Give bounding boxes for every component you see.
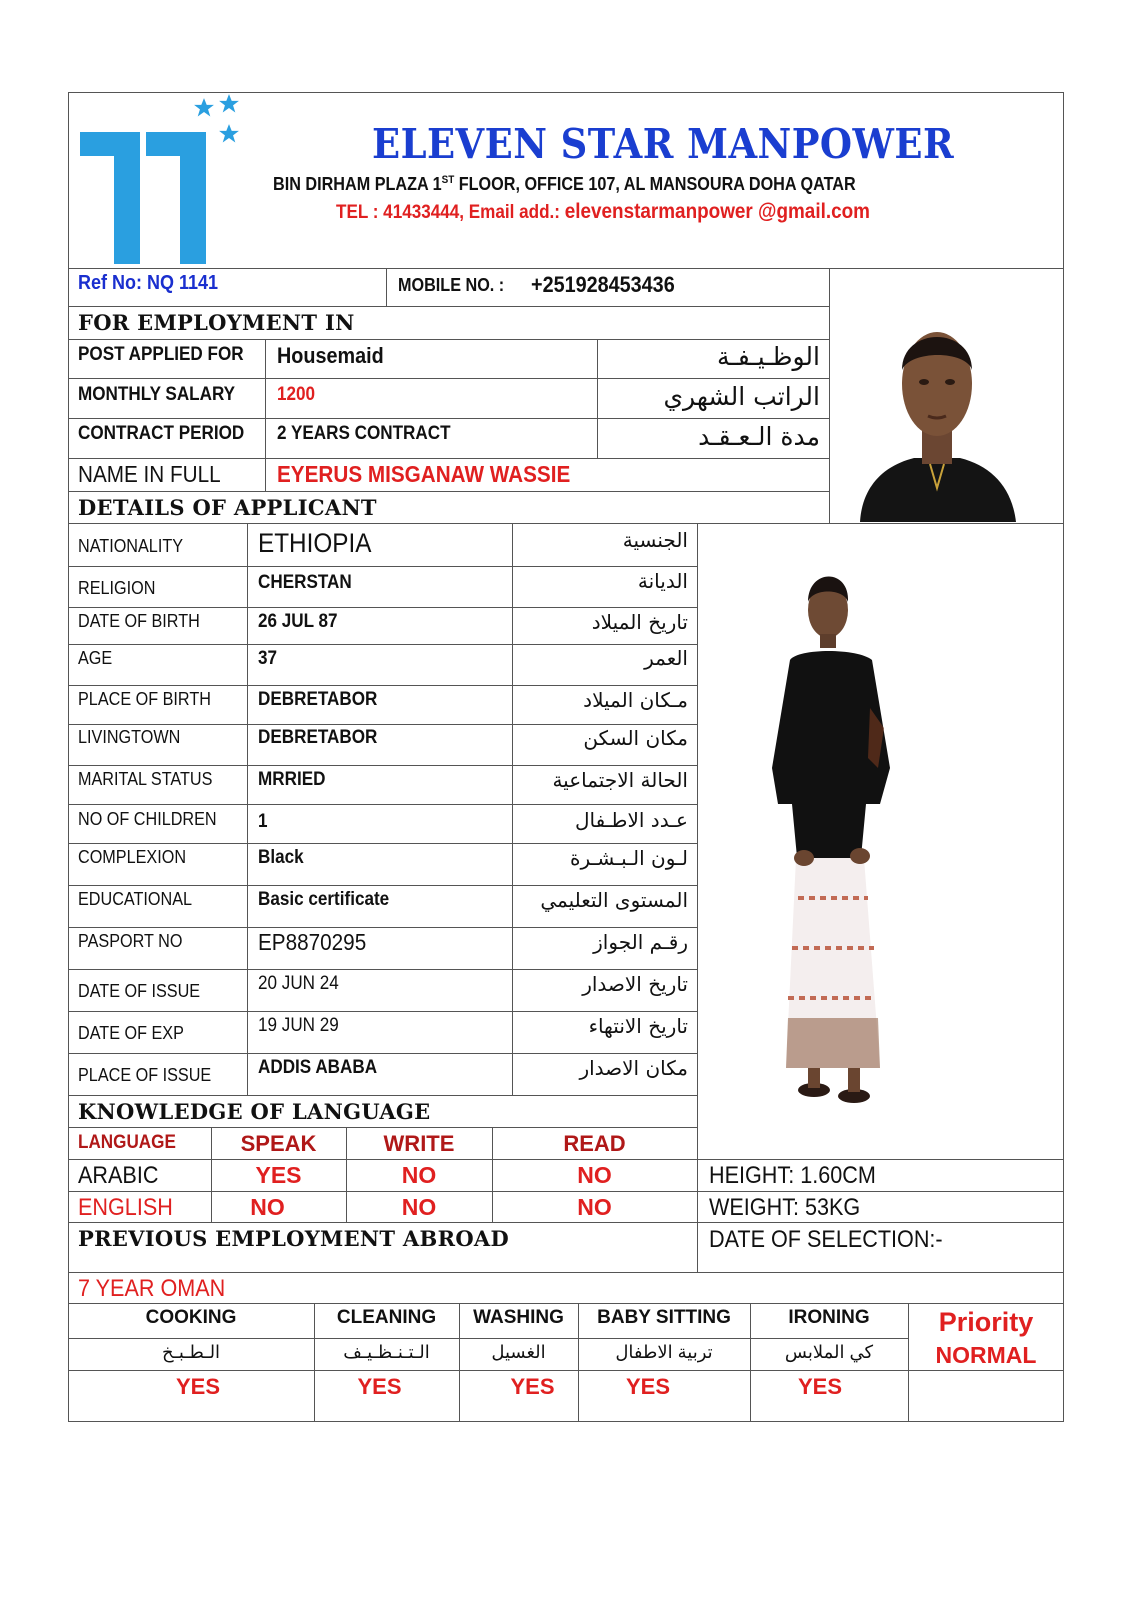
row-label: NO OF CHILDREN xyxy=(78,809,217,829)
col-write: WRITE xyxy=(383,1131,455,1156)
row-arabic: المستوى التعليمي xyxy=(540,888,688,912)
col-speak: SPEAK xyxy=(240,1131,317,1156)
speak-value: NO xyxy=(250,1194,285,1220)
address-part: FLOOR, OFFICE 107, AL MANSOURA DOHA QATAR xyxy=(454,174,856,194)
language-name: ARABIC xyxy=(78,1162,159,1189)
row-arabic: الديانة xyxy=(637,569,688,593)
row-arabic: الحالة الاجتماعية xyxy=(552,768,688,792)
row-label: EDUCATIONAL xyxy=(78,889,193,909)
skill-value: YES xyxy=(625,1374,671,1399)
row-value: MRRIED xyxy=(258,769,326,790)
row-value: EP8870295 xyxy=(258,929,367,955)
row-value: 1 xyxy=(258,811,268,832)
row-arabic: تاريخ الاصدار xyxy=(582,972,688,996)
row-value: Basic certificate xyxy=(258,889,390,910)
row-value: 19 JUN 29 xyxy=(258,1015,339,1036)
address-part: BIN DIRHAM PLAZA 1 xyxy=(273,174,442,194)
col-language: LANGUAGE xyxy=(78,1132,176,1153)
write-value: NO xyxy=(401,1162,437,1188)
salary-label: MONTHLY SALARY xyxy=(78,384,236,405)
row-arabic: العمر xyxy=(644,646,688,670)
row-label: DATE OF EXP xyxy=(78,1023,184,1043)
skill-value: YES xyxy=(175,1374,221,1399)
employment-heading: FOR EMPLOYMENT IN xyxy=(78,310,355,335)
priority-label: Priority xyxy=(938,1307,1034,1337)
company-contact xyxy=(336,201,870,222)
row-value: Black xyxy=(258,847,304,868)
company-logo xyxy=(76,94,256,269)
salary-arabic: الراتب الشهري xyxy=(663,382,820,411)
read-value: NO xyxy=(577,1194,612,1220)
applicant-full-photo xyxy=(768,568,898,1108)
skill-value: YES xyxy=(510,1374,555,1399)
skill-value: YES xyxy=(797,1374,843,1399)
weight-value: WEIGHT: 53KG xyxy=(709,1194,861,1221)
mobile-value: +251928453436 xyxy=(531,272,675,297)
row-label: RELIGION xyxy=(78,578,156,598)
skill-arabic: تربية الاطفال xyxy=(615,1342,713,1362)
row-label: LIVINGTOWN xyxy=(78,727,181,747)
skill-value: YES xyxy=(357,1374,402,1399)
post-arabic: الوظـيـفـة xyxy=(717,342,820,371)
language-heading: KNOWLEDGE OF LANGUAGE xyxy=(78,1099,431,1124)
company-tel: TEL : 41433444, Email add.: xyxy=(336,202,565,223)
skill-label: WASHING xyxy=(473,1307,564,1328)
ref-number: Ref No: NQ 1141 xyxy=(78,272,219,294)
write-value: NO xyxy=(401,1194,437,1220)
row-arabic: مكان الاصدار xyxy=(579,1056,688,1080)
contract-arabic: مدة الـعـقـد xyxy=(698,422,820,451)
skill-label: COOKING xyxy=(145,1307,237,1328)
row-arabic: الجنسية xyxy=(622,528,688,552)
col-read: READ xyxy=(563,1131,626,1156)
row-arabic: تاريخ الميلاد xyxy=(591,610,688,634)
speak-value: YES xyxy=(255,1162,302,1188)
row-value: 20 JUN 24 xyxy=(258,973,339,994)
company-email[interactable]: elevenstarmanpower @gmail.com xyxy=(564,200,870,223)
row-value: CHERSTAN xyxy=(258,572,352,593)
row-label: PLACE OF BIRTH xyxy=(78,689,211,709)
row-value: DEBRETABOR xyxy=(258,689,378,710)
row-arabic: مـكان الميلاد xyxy=(583,688,688,712)
logo-graphic xyxy=(76,94,256,269)
row-label: COMPLEXION xyxy=(78,847,187,867)
row-label: NATIONALITY xyxy=(78,536,184,556)
language-name: ENGLISH xyxy=(78,1194,173,1221)
row-value: 37 xyxy=(258,648,278,669)
skill-label: BABY SITTING xyxy=(597,1307,731,1328)
row-value: ETHIOPIA xyxy=(258,528,372,558)
row-arabic: عـدد الاطـفال xyxy=(574,808,688,832)
row-label: MARITAL STATUS xyxy=(78,769,213,789)
mobile-label: MOBILE NO. : xyxy=(398,275,505,295)
row-value: 26 JUL 87 xyxy=(258,611,338,632)
row-arabic: لـون الـبـشـرة xyxy=(570,846,688,870)
applicant-portrait-photo xyxy=(852,298,1022,522)
skill-arabic: كي الملابس xyxy=(784,1342,874,1362)
row-label: PASPORT NO xyxy=(78,931,183,951)
row-value: DEBRETABOR xyxy=(258,727,378,748)
skill-label: CLEANING xyxy=(336,1307,437,1328)
contract-value: 2 YEARS CONTRACT xyxy=(277,423,451,444)
salary-value: 1200 xyxy=(277,384,316,405)
post-value: Housemaid xyxy=(277,343,384,368)
company-address xyxy=(273,175,856,193)
post-label: POST APPLIED FOR xyxy=(78,344,244,365)
address-sup: ST xyxy=(441,174,455,186)
skill-label: IRONING xyxy=(788,1307,870,1328)
row-arabic: رقـم الجواز xyxy=(593,930,688,954)
date-of-selection: DATE OF SELECTION:- xyxy=(709,1226,943,1253)
skill-arabic: الـتـنـظـيـف xyxy=(343,1342,430,1362)
row-value: ADDIS ABABA xyxy=(258,1057,378,1078)
previous-heading: PREVIOUS EMPLOYMENT ABROAD xyxy=(78,1226,510,1251)
priority-value: NORMAL xyxy=(935,1342,1037,1368)
read-value: NO xyxy=(577,1162,612,1188)
skill-arabic: الغسيل xyxy=(491,1342,546,1362)
row-arabic: مكان السكن xyxy=(583,726,688,750)
row-arabic: تاريخ الانتهاء xyxy=(588,1014,688,1038)
company-name: ELEVEN STAR MANPOWER xyxy=(372,120,955,168)
skill-arabic: الـطـبـخ xyxy=(161,1342,221,1362)
name-label: NAME IN FULL xyxy=(78,461,221,487)
row-label: DATE OF ISSUE xyxy=(78,981,201,1001)
row-label: DATE OF BIRTH xyxy=(78,611,200,631)
details-heading: DETAILS OF APPLICANT xyxy=(78,495,377,520)
contract-label: CONTRACT PERIOD xyxy=(78,423,245,444)
previous-value: 7 YEAR OMAN xyxy=(78,1275,226,1302)
row-label: PLACE OF ISSUE xyxy=(78,1065,212,1085)
height-value: HEIGHT: 1.60CM xyxy=(709,1162,876,1189)
name-value: EYERUS MISGANAW WASSIE xyxy=(277,461,571,487)
row-label: AGE xyxy=(78,648,113,668)
